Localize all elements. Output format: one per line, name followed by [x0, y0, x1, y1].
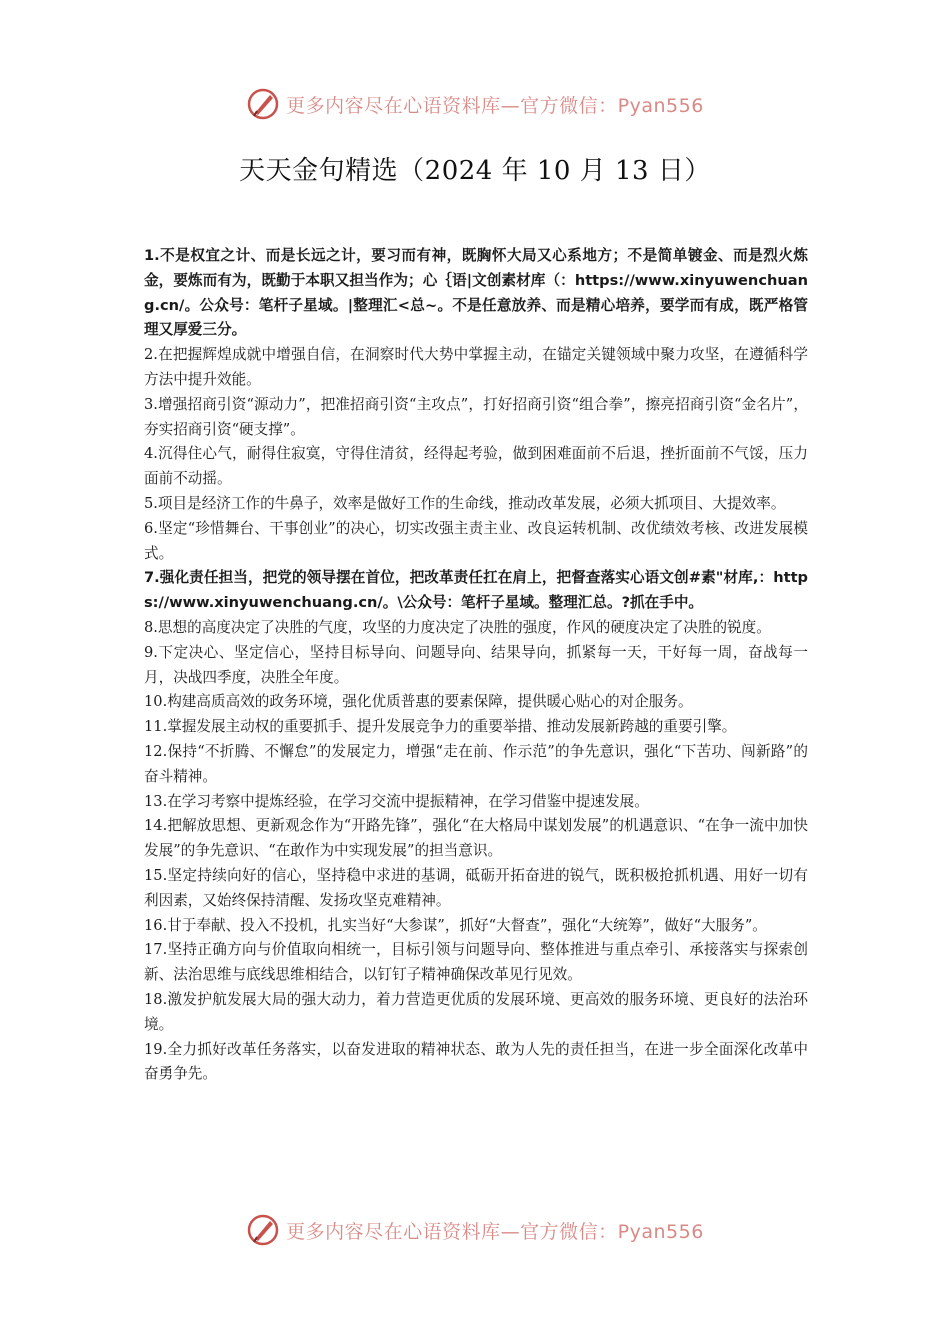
quill-logo-icon [246, 87, 280, 121]
list-item: 18.激发护航发展大局的强大动力，着力营造更优质的发展环境、更高效的服务环境、更良好的法治环境。 [144, 990, 808, 1033]
list-item: 10.构建高质高效的政务环境，强化优质普惠的要素保障，提供暖心贴心的对企服务。 [144, 693, 693, 711]
list-item: 4.沉得住心气，耐得住寂寞，守得住清贫，经得起考验，做到困难面前不后退，挫折面前不气馁，压力面前不动摇。 [144, 445, 808, 488]
list-item: 5.项目是经济工作的牛鼻子，效率是做好工作的生命线，推动改革发展，必须大抓项目、大提效率。 [144, 494, 786, 512]
header-banner [0, 84, 950, 124]
list-item: 12.保持“不折腾、不懈怠”的发展定力，增强“走在前、作示范”的争先意识，强化“下苦功、闯新路”的奋斗精神。 [144, 742, 808, 785]
list-item: 1.不是权宜之计、而是长远之计，要习而有神，既胸怀大局又心系地方；不是简单镀金、而是烈火炼金，要炼而有为，既勤于本职又担当作为；心｛语|文创素材库（：https://www.xinyuwenchuang.cn/。公众号：笔杆子星域。|整理汇<总~。不是任意放养、而是精心培养，要学而有成，既严格管理又厚爱三分。 [144, 247, 808, 339]
footer-banner [0, 1210, 950, 1250]
list-item: 17.坚持正确方向与价值取向相统一，目标引领与问题导向、整体推进与重点牵引、承接落实与探索创新、法治思维与底线思维相结合，以钉钉子精神确保改革见行见效。 [144, 941, 808, 984]
list-item: 13.在学习考察中提炼经验，在学习交流中提振精神，在学习借鉴中提速发展。 [144, 792, 649, 810]
list-item: 9.下定决心、坚定信心，坚持目标导向、问题导向、结果导向，抓紧每一天，干好每一周，奋战每一月，决战四季度，决胜全年度。 [144, 643, 808, 686]
list-item: 7.强化责任担当，把党的领导摆在首位，把改革责任扛在肩上，把督查落实心语文创#素"材库,：https://www.xinyuwenchuang.cn/。\公众号：笔杆子星域。整理汇总。?抓在手中。 [144, 569, 808, 612]
list-item: 6.坚定“珍惜舞台、干事创业”的决心，切实改强主责主业、改良运转机制、改优绩效考核、改进发展模式。 [144, 519, 808, 562]
page-title: 天天金句精选（2024 年 10 月 13 日） [239, 156, 711, 186]
list-item: 2.在把握辉煌成就中增强自信，在洞察时代大势中掌握主动，在锚定关键领域中聚力攻坚，在遵循科学方法中提升效能。 [144, 346, 808, 388]
list-item: 16.甘于奉献、投入不投机，扎实当好“大参谋”，抓好“大督查”，强化“大统筹”，做好“大服务”。 [144, 916, 767, 934]
list-item: 15.坚定持续向好的信心，坚持稳中求进的基调，砥砺开拓奋进的锐气，既积极抢抓机遇、用好一切有利因素，又始终保持清醒、发扬攻坚克难精神。 [144, 866, 808, 909]
list-item: 3.增强招商引资“源动力”，把准招商引资“主攻点”，打好招商引资“组合拳”，擦亮招商引资“金名片”，夯实招商引资“硬支撑”。 [144, 395, 808, 438]
list-item: 11.掌握发展主动权的重要抓手、提升发展竞争力的重要举措、推动发展新跨越的重要引擎。 [144, 718, 737, 736]
list-item: 8.思想的高度决定了决胜的气度，攻坚的力度决定了决胜的强度，作风的硬度决定了决胜的锐度。 [144, 618, 771, 636]
quill-logo-icon [246, 1213, 280, 1247]
list-item: 14.把解放思想、更新观念作为“开路先锋”，强化“在大格局中谋划发展”的机遇意识、“在争一流中加快发展”的争先意识、“在敢作为中实现发展”的担当意识。 [144, 817, 808, 860]
banner-text: 更多内容尽在心语资料库—官方微信：Pyan556 [286, 1220, 704, 1243]
quote-list [144, 244, 808, 1087]
list-item: 19.全力抓好改革任务落实，以奋发进取的精神状态、敢为人先的责任担当，在进一步全面深化改革中奋勇争先。 [144, 1040, 808, 1083]
banner-text: 更多内容尽在心语资料库—官方微信：Pyan556 [286, 94, 704, 117]
